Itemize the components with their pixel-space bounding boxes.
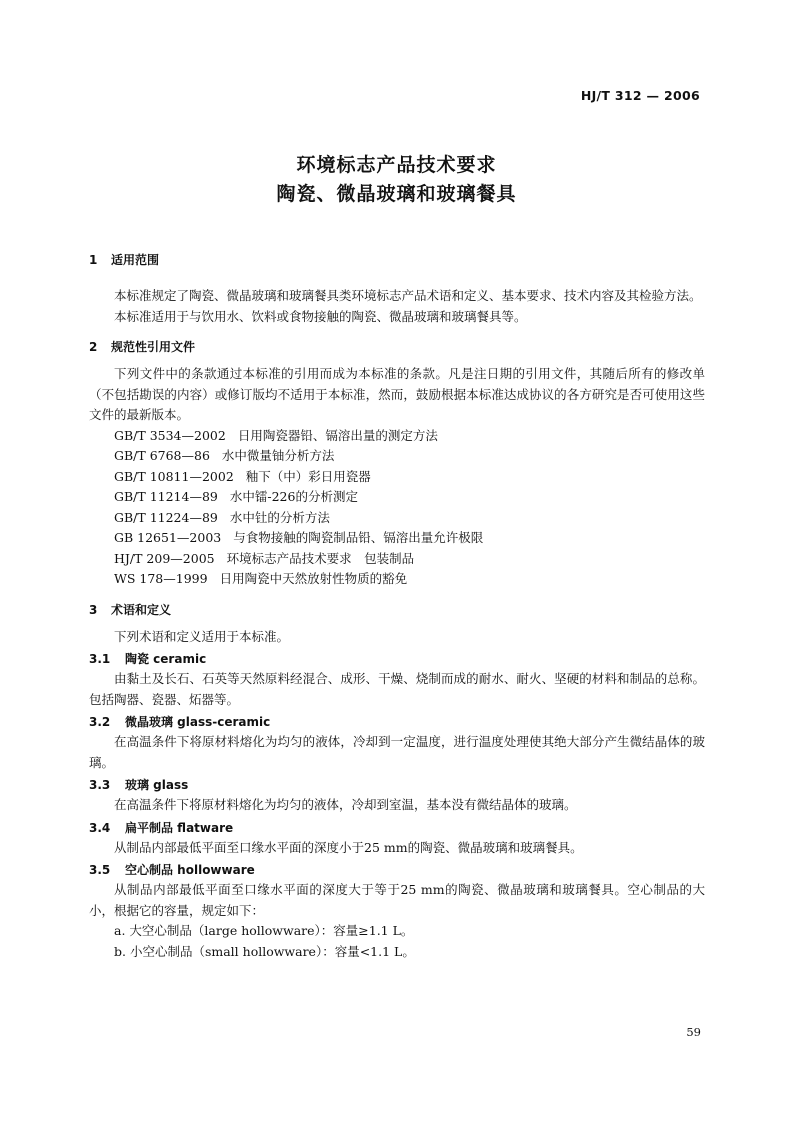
section-heading-3 xyxy=(89,600,705,620)
reference-item xyxy=(89,426,705,447)
reference-code: GB 12651—2003 xyxy=(114,530,222,545)
reference-item xyxy=(89,446,705,467)
term-heading xyxy=(89,775,705,795)
term-definition: 在高温条件下将原材料熔化为均匀的液体，冷却到室温，基本没有微结晶体的玻璃。 xyxy=(114,797,577,812)
term-title: 扁平制品 flatware xyxy=(125,820,234,835)
term-number: 3.1 xyxy=(89,652,111,666)
document-body xyxy=(89,250,705,962)
term-heading xyxy=(89,860,705,880)
reference-item xyxy=(89,467,705,488)
reference-item xyxy=(89,508,705,529)
paragraph: 本标准规定了陶瓷、微晶玻璃和玻璃餐具类环境标志产品术语和定义、基本要求、技术内容及其检验方法。 xyxy=(114,288,702,303)
term-title: 玻璃 glass xyxy=(125,778,189,792)
page-number: 59 xyxy=(686,1025,701,1039)
reference-title: 日用陶瓷器铅、镉溶出量的测定方法 xyxy=(237,427,438,443)
reference-code: GB/T 11224—89 xyxy=(114,509,218,525)
reference-title: 日用陶瓷中天然放射性物质的豁免 xyxy=(219,571,408,586)
section-title: 适用范围 xyxy=(111,253,160,267)
section-number: 2 xyxy=(89,340,98,354)
term-title: 空心制品 hollowware xyxy=(125,863,255,877)
term-heading xyxy=(89,818,705,838)
term-heading xyxy=(89,649,705,669)
reference-title: 环境标志产品技术要求 包装制品 xyxy=(226,550,415,566)
term-definition: 由黏土及长石、石英等天然原料经混合、成形、干燥、烧制而成的耐水、耐火、坚硬的材料和制品的总称。包括陶器、瓷器、炻器等。 xyxy=(89,671,705,707)
document-subtitle: 陶瓷、微晶玻璃和玻璃餐具 xyxy=(276,183,517,205)
reference-title: 水中微量铀分析方法 xyxy=(221,448,335,463)
reference-item xyxy=(89,569,705,590)
reference-item xyxy=(89,487,705,508)
list-item: b. 小空心制品（small hollowware）：容量<1.1 L。 xyxy=(114,943,415,959)
term-definition: 在高温条件下将原材料熔化为均匀的液体，冷却到一定温度，进行温度处理使其绝大部分产生微结晶体的玻璃。 xyxy=(89,734,705,770)
list-item: a. 大空心制品（large hollowware）：容量≥1.1 L。 xyxy=(114,923,414,938)
document-title: 环境标志产品技术要求 xyxy=(296,154,497,176)
reference-code: HJ/T 209—2005 xyxy=(114,550,215,566)
term-title: 陶瓷 ceramic xyxy=(125,652,207,666)
section-heading-2 xyxy=(89,337,705,357)
paragraph: 下列文件中的条款通过本标准的引用而成为本标准的条款。凡是注日期的引用文件，其随后所有的修改单（不包括勘误的内容）或修订版均不适用于本标准，然而，鼓励根据本标准达成协议的各方研究是否可使用这些文件的最新版本。 xyxy=(89,366,705,422)
reference-title: 水中钍的分析方法 xyxy=(229,509,330,525)
term-number: 3.4 xyxy=(89,820,111,835)
reference-item xyxy=(89,528,705,549)
reference-code: GB/T 6768—86 xyxy=(114,448,210,463)
reference-code: GB/T 10811—2002 xyxy=(114,468,234,484)
reference-title: 水中镭-226的分析测定 xyxy=(229,489,358,504)
reference-code: WS 178—1999 xyxy=(114,571,208,586)
term-definition: 从制品内部最低平面至口缘水平面的深度大于等于25 mm的陶瓷、微晶玻璃和玻璃餐具。空心制品的大小，根据它的容量，规定如下： xyxy=(89,882,705,918)
paragraph: 本标准适用于与饮用水、饮料或食物接触的陶瓷、微晶玻璃和玻璃餐具等。 xyxy=(114,308,527,324)
reference-code: GB/T 11214—89 xyxy=(114,489,218,504)
reference-title: 釉下（中）彩日用瓷器 xyxy=(245,468,371,484)
reference-code: GB/T 3534—2002 xyxy=(114,427,226,443)
term-number: 3.5 xyxy=(89,863,111,877)
standard-code: HJ/T 312 — 2006 xyxy=(580,88,700,103)
term-title: 微晶玻璃 glass-ceramic xyxy=(125,715,271,729)
reference-title: 与食物接触的陶瓷制品铅、镉溶出量允许极限 xyxy=(233,530,484,545)
term-number: 3.2 xyxy=(89,715,111,729)
reference-item xyxy=(89,549,705,570)
paragraph: 下列术语和定义适用于本标准。 xyxy=(114,628,290,644)
term-definition: 从制品内部最低平面至口缘水平面的深度小于25 mm的陶瓷、微晶玻璃和玻璃餐具。 xyxy=(114,839,583,855)
section-title: 术语和定义 xyxy=(111,602,172,617)
term-number: 3.3 xyxy=(89,778,111,792)
term-heading xyxy=(89,712,705,732)
section-title: 规范性引用文件 xyxy=(111,340,196,354)
section-number: 1 xyxy=(89,253,98,267)
section-heading-1 xyxy=(89,250,705,270)
section-number: 3 xyxy=(89,602,98,617)
